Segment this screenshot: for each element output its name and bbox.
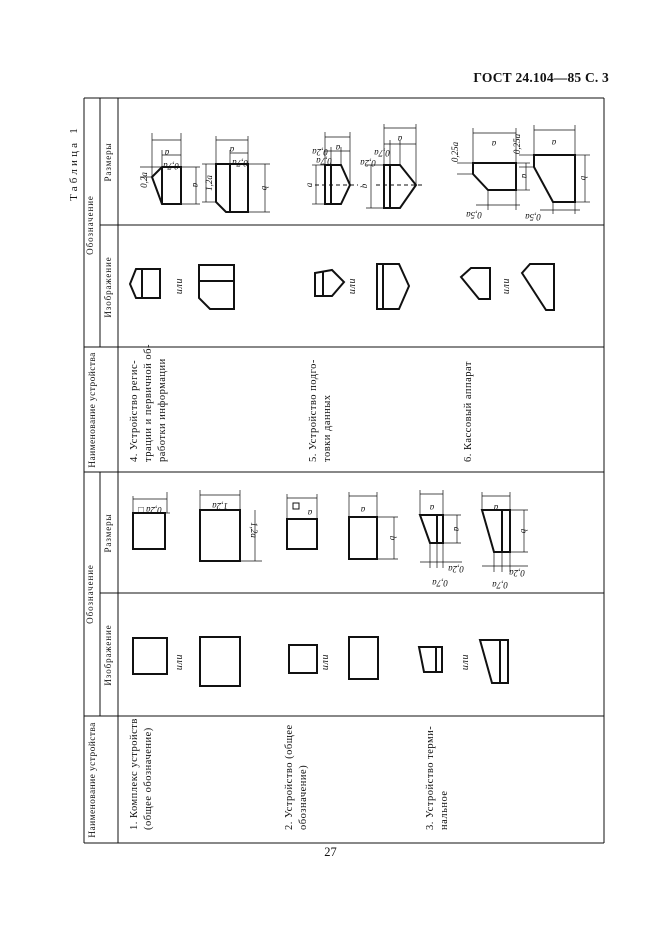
registration-size-label-b: b: [260, 185, 270, 191]
complex-size-large: [200, 510, 240, 561]
terminal-symbol-large: [480, 640, 508, 683]
header-image-top: Изображение: [103, 256, 113, 318]
terminal-size-label-07a: 0,7a: [492, 580, 508, 590]
registration-symbol-large: [199, 265, 234, 309]
device-name-1-line-1: 1. Комплекс устройств: [129, 718, 140, 830]
cash-register-size-label-a: a: [551, 138, 557, 148]
complex-size-label-small: 0,2a □: [138, 505, 162, 515]
header-designation-top: Обозначение: [85, 195, 95, 255]
header-name-top: Наименование устройства: [88, 352, 98, 468]
registration-size-label-07a-small: 0,7a: [163, 161, 179, 171]
cash-register-size-small: [473, 163, 516, 190]
connector-words: [174, 278, 512, 670]
data-prep-size-label-a-small: a: [335, 143, 341, 153]
device-name-2-line-1: 2. Устройство (общее: [284, 724, 295, 830]
cash-register-symbol-large: [522, 264, 554, 310]
cash-register-size-label-025a-small: 0,25a: [450, 141, 460, 163]
terminal-symbol-small: [419, 647, 442, 672]
device-names: [129, 344, 474, 830]
data-prep-size-large: [384, 165, 416, 208]
header-sizes-bottom: Размеры: [103, 513, 113, 553]
registration-size-label-a-small: a: [164, 148, 170, 158]
data-prep-size-label-02a: 0,2a: [360, 158, 376, 168]
device-size-large: [349, 517, 377, 559]
data-prep-size-label-a-side-small: a: [304, 182, 314, 188]
header-sizes-top: Размеры: [103, 142, 113, 182]
row5-image-symbols: [315, 264, 409, 309]
connector-or-6: или: [501, 277, 512, 295]
complex-size-label-12a-side: 1,2a: [249, 522, 259, 538]
data-prep-size-label-07a-small: 0,7a: [316, 156, 332, 166]
row2-size-drawings: [287, 492, 398, 559]
device-size-small: [287, 519, 317, 549]
registration-size-label-12a: 1,2a: [204, 175, 214, 191]
complex-symbol-large: [200, 637, 240, 686]
device-name-6-line-1: 6. Кассовый аппарат: [463, 360, 474, 462]
page-number: 27: [324, 845, 337, 859]
terminal-size-label-b: b: [519, 528, 529, 534]
device-size-label-a-small: a: [307, 508, 313, 518]
terminal-size-label-a: a: [493, 503, 499, 513]
table-label-text: Таблица 1: [68, 125, 80, 201]
data-prep-size-label-b: b: [359, 183, 369, 189]
header-image-bottom: Изображение: [103, 624, 113, 686]
table-grid: [84, 98, 604, 843]
terminal-size-label-02a-small: 0,2a: [448, 564, 464, 574]
registration-symbol-small: [130, 269, 160, 298]
cash-register-size-label-a-small: a: [491, 139, 497, 149]
terminal-size-small: [420, 515, 443, 543]
device-symbol-small: [289, 645, 317, 673]
terminal-size-label-07a-small: 0,7a: [432, 578, 448, 588]
device-name-3-line-1: 3. Устройство терми-: [425, 725, 436, 830]
header-name-bottom: Наименование устройства: [88, 722, 98, 838]
registration-size-large: [216, 164, 248, 212]
cash-register-size-label-b: b: [579, 175, 589, 181]
cash-register-size-label-05a: 0,5a: [525, 212, 541, 222]
data-prep-symbol-large: [377, 264, 409, 309]
row1-image-symbols: [133, 637, 240, 686]
complex-symbol-small: [133, 638, 167, 674]
complex-size-small: [133, 513, 165, 549]
registration-size-label-a-side-small: a: [191, 182, 201, 188]
row6-size-drawings: [450, 125, 590, 222]
row2-image-symbols: [289, 637, 378, 679]
row4-size-drawings: [139, 133, 270, 212]
device-name-5-line-2: товки данных: [322, 394, 333, 462]
cash-register-size-label-05a-small: 0,5a: [466, 210, 482, 220]
cash-register-size-large: [534, 155, 575, 202]
data-prep-size-label-a: a: [397, 134, 403, 144]
connector-or-5: или: [347, 277, 358, 295]
device-name-3-line-2: нальное: [439, 790, 450, 830]
data-prep-size-label-02a-small: 0,2a: [312, 147, 328, 157]
registration-size-small: [152, 167, 181, 204]
table-headers: [85, 143, 113, 838]
row5-size-drawings: [304, 124, 423, 208]
header-designation-bottom: Обозначение: [85, 564, 95, 624]
connector-or-3: или: [460, 653, 471, 671]
standard-header: ГОСТ 24.104—85 С. 3: [473, 70, 609, 85]
device-size-label-a: a: [360, 505, 366, 515]
data-prep-symbol-small: [315, 270, 344, 296]
terminal-size-large: [482, 510, 510, 552]
terminal-size-label-a-side: a: [452, 526, 462, 532]
device-name-2-line-2: обозначение): [298, 764, 309, 830]
device-name-5-line-1: 5. Устройство подго-: [308, 359, 319, 462]
cash-register-symbol-small: [461, 268, 490, 299]
connector-or-4: или: [174, 277, 185, 295]
connector-or-1: или: [174, 653, 185, 671]
device-size-label-b: b: [388, 535, 398, 541]
device-name-1-line-2: (общее обозначение): [143, 727, 154, 830]
device-symbol-large: [349, 637, 378, 679]
device-name-4-line-3: работки информации: [157, 358, 168, 462]
data-prep-size-small: [325, 165, 350, 204]
row3-size-drawings: [420, 490, 529, 590]
row1-size-drawings: [133, 490, 262, 561]
device-name-4-line-2: трации и первичной об-: [143, 344, 154, 462]
registration-size-label-a: a: [229, 145, 235, 155]
registration-size-label-02a-small: 0,2a: [139, 172, 149, 188]
cash-register-size-label-a-side-small: a: [520, 173, 530, 179]
cash-register-size-label-025a: 0,25a: [512, 133, 522, 155]
data-prep-size-label-07a: 0,7a: [374, 148, 390, 158]
device-name-4-line-1: 4. Устройство регис-: [129, 359, 140, 462]
connector-or-2: или: [320, 653, 331, 671]
terminal-size-label-02a: 0,2a: [509, 568, 525, 578]
terminal-size-label-a-small: a: [429, 503, 435, 513]
registration-size-label-07a: 0,7a: [232, 158, 248, 168]
complex-size-label-12a-top: 1,2a: [212, 501, 228, 511]
